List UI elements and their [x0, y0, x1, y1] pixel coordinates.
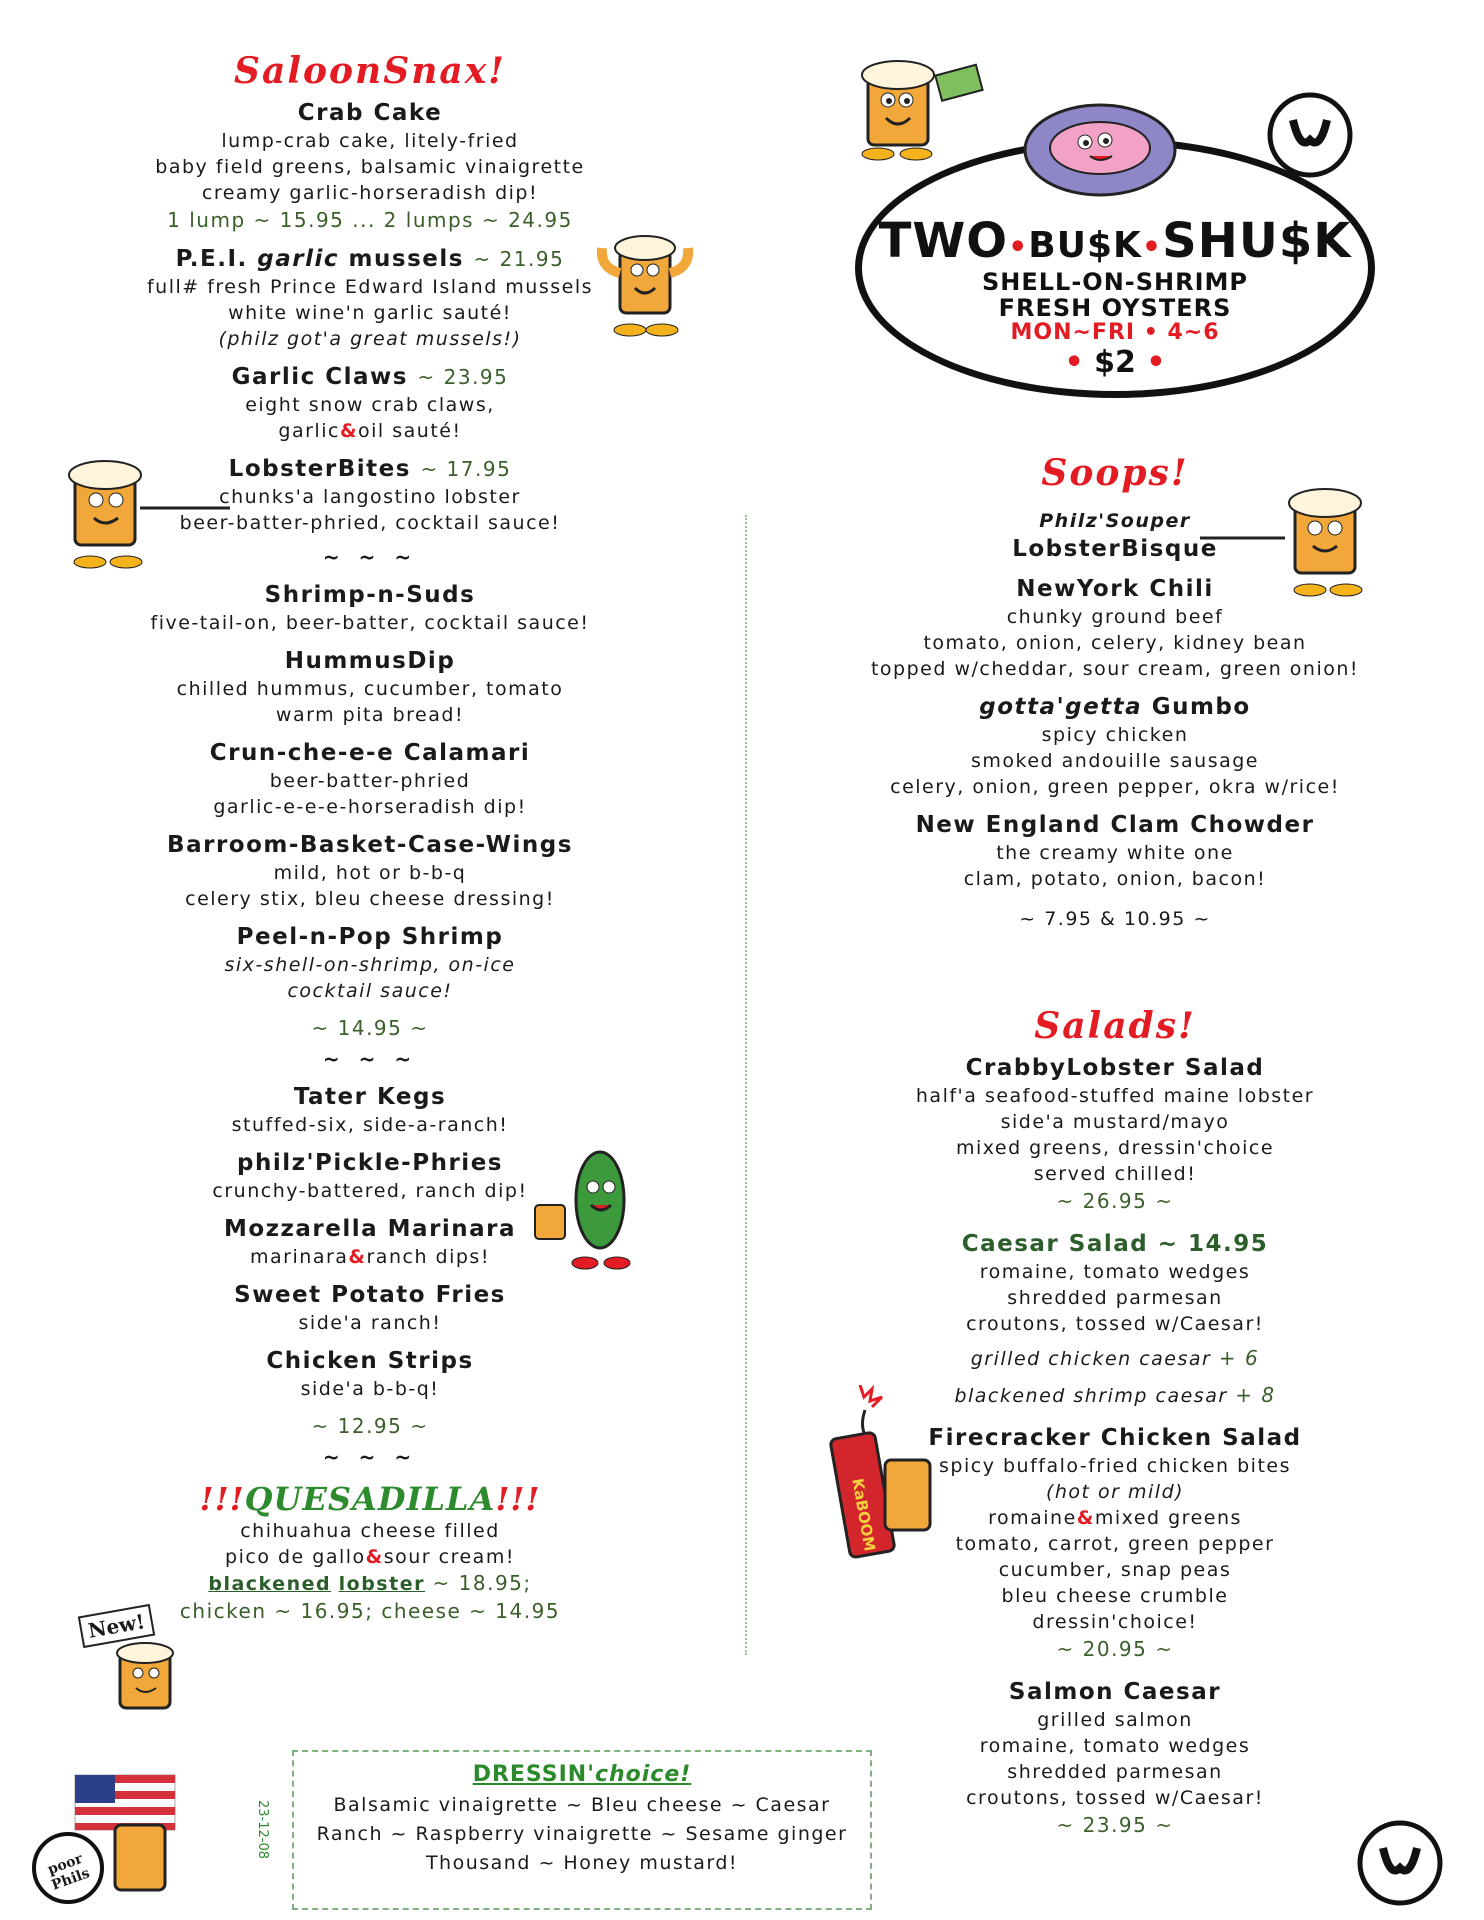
promo-days: MON~FRI • 4~6: [1010, 320, 1220, 345]
new-sign-mascot: [80, 1610, 200, 1720]
item-desc: pico de gallo&sour cream!: [225, 1546, 515, 1568]
item-desc: marinara&ranch dips!: [250, 1246, 490, 1268]
menu-item-sweet-potato: [130, 1280, 610, 1336]
item-desc: cucumber, snap peas: [998, 1559, 1232, 1581]
menu-item-caesar: [855, 1229, 1375, 1409]
item-name: Barroom-Basket-Case-Wings: [167, 832, 573, 858]
promo-line: FRESH OYSTERS: [998, 294, 1232, 322]
beer-mug-mascot-icon: [110, 1638, 190, 1718]
item-price: ~ 17.95: [420, 457, 512, 481]
saloon-snax-title: SaloonSnax!: [234, 50, 506, 92]
item-desc: side'a b-b-q!: [300, 1378, 440, 1400]
item-name: Sweet Potato Fries: [234, 1282, 506, 1308]
soups-column: [855, 452, 1375, 932]
item-desc: warm pita bread!: [275, 704, 465, 726]
item-desc: (philz got'a great mussels!): [218, 328, 522, 350]
item-desc: garlic&oil sauté!: [278, 420, 462, 442]
item-name: Garlic Claws ~ 23.95: [231, 364, 509, 390]
group-price-1: ~ 14.95 ~: [311, 1016, 429, 1040]
item-desc: celery stix, bleu cheese dressing!: [185, 888, 555, 910]
firecracker-mascot: [820, 1385, 940, 1565]
item-desc: romaine&mixed greens: [988, 1507, 1242, 1529]
promo-line: SHELL-ON-SHRIMP: [981, 268, 1248, 296]
item-price: ~ 23.95: [417, 365, 509, 389]
pointing-beer-mascot-icon: [60, 450, 235, 580]
item-name: CrabbyLobster Salad: [965, 1055, 1265, 1081]
item-desc: tomato, onion, celery, kidney bean: [923, 632, 1307, 654]
item-desc: spicy buffalo-fried chicken bites: [939, 1455, 1291, 1477]
item-desc: topped w/cheddar, sour cream, green onion!: [870, 658, 1360, 680]
flexing-beer-mascot-icon: [590, 218, 700, 348]
dressin-line: Thousand ~ Honey mustard!: [425, 1852, 739, 1874]
menu-item-wings: [130, 830, 610, 912]
item-desc: chunks'a langostino lobster: [219, 486, 521, 508]
menu-item-salmon-caesar: [855, 1677, 1375, 1839]
item-desc: eight snow crab claws,: [245, 394, 495, 416]
dressin-title: DRESSIN'choice!: [472, 1762, 692, 1787]
separator: ~ ~ ~: [322, 1445, 418, 1469]
separator: ~ ~ ~: [322, 1047, 418, 1071]
poor-phils-logo-text: poor Phils: [45, 1850, 92, 1894]
item-name: philz'Pickle-Phries: [237, 1150, 503, 1176]
item-name: New England Clam Chowder: [915, 812, 1315, 838]
menu-item-peel-pop: [130, 922, 610, 1004]
menu-item-calamari: [130, 738, 610, 820]
item-desc: croutons, tossed w/Caesar!: [966, 1787, 1264, 1809]
item-desc: mixed greens, dressin'choice: [955, 1137, 1275, 1159]
item-name: P.E.I. garlic mussels ~ 21.95: [175, 246, 565, 272]
item-desc: mild, hot or b-b-q: [273, 862, 467, 884]
column-divider: [745, 515, 747, 1655]
saloon-snax-column: [130, 50, 610, 1635]
menu-item-tater-kegs: [130, 1082, 610, 1138]
item-name: Tater Kegs: [293, 1084, 447, 1110]
oyster-mascot-icon: [1000, 90, 1200, 200]
item-name: LobsterBisque: [1012, 536, 1218, 562]
menu-item-mussels: [130, 244, 610, 352]
menu-item-crabby-lobster: [855, 1053, 1375, 1215]
soups-title: Soops!: [1041, 452, 1189, 494]
item-name: Caesar Salad ~ 14.95: [961, 1231, 1269, 1257]
menu-item-gumbo: [855, 692, 1375, 800]
item-desc: dressin'choice!: [1032, 1611, 1198, 1633]
item-desc: white wine'n garlic sauté!: [228, 302, 512, 324]
item-desc: tomato, carrot, green pepper: [955, 1533, 1275, 1555]
item-desc: side'a mustard/mayo: [1000, 1111, 1230, 1133]
item-desc: baby field greens, balsamic vinaigrette: [155, 156, 585, 178]
promo-title: TWO•BU$K•SHU$K: [878, 213, 1352, 269]
item-desc: beer-batter-phried, cocktail sauce!: [179, 512, 561, 534]
item-desc: five-tail-on, beer-batter, cocktail sauce!: [150, 612, 590, 634]
item-price: ~ 23.95 ~: [1056, 1813, 1174, 1837]
date-code: 23-12-08: [255, 1800, 270, 1860]
menu-item-garlic-claws: [130, 362, 610, 444]
item-desc: chihuahua cheese filled: [240, 1520, 500, 1542]
item-name: gotta'getta Gumbo: [979, 694, 1251, 720]
soups-price: ~ 7.95 & 10.95 ~: [1019, 908, 1211, 930]
item-name: Crab Cake: [297, 100, 443, 126]
item-desc: creamy garlic-horseradish dip!: [201, 182, 539, 204]
item-desc: romaine, tomato wedges: [979, 1735, 1251, 1757]
menu-item-ny-chili: [855, 574, 1375, 682]
group-price-2: ~ 12.95 ~: [311, 1414, 429, 1438]
item-desc: romaine, tomato wedges: [979, 1261, 1251, 1283]
item-price: ~ 20.95 ~: [1056, 1637, 1174, 1661]
item-desc: Philz'Souper: [1039, 510, 1191, 532]
promo-price: • $2 •: [1064, 345, 1166, 380]
item-name: Salmon Caesar: [1008, 1679, 1222, 1705]
item-desc: lump-crab cake, litely-fried: [221, 130, 519, 152]
item-name: Peel-n-Pop Shrimp: [236, 924, 504, 950]
item-desc: blackened lobster ~ 18.95;: [208, 1571, 532, 1595]
item-desc: six-shell-on-shrimp, on-ice: [224, 954, 516, 976]
item-desc: clam, potato, onion, bacon!: [963, 868, 1267, 890]
item-desc: (hot or mild): [1045, 1481, 1185, 1503]
item-desc: bleu cheese crumble: [1001, 1585, 1229, 1607]
phils-logo-icon: [1355, 1818, 1445, 1908]
item-desc: served chilled!: [1033, 1163, 1197, 1185]
item-name: Shrimp-n-Suds: [264, 582, 476, 608]
beer-mug-mascot-icon: [838, 50, 988, 170]
dressin-choice-box: [292, 1750, 872, 1910]
item-price: ~ 21.95: [473, 247, 565, 271]
item-name: Mozzarella Marinara: [223, 1216, 517, 1242]
salads-title: Salads!: [1034, 1005, 1196, 1047]
menu-item-crab-cake: [130, 98, 610, 234]
item-desc: shredded parmesan: [1007, 1761, 1223, 1783]
quesadilla-title: !!!QUESADILLA!!!: [199, 1480, 541, 1518]
item-desc: spicy chicken: [1041, 724, 1189, 746]
menu-item-hummus: [130, 646, 610, 728]
item-desc: side'a ranch!: [298, 1312, 442, 1334]
item-desc: crunchy-battered, ranch dip!: [212, 1180, 528, 1202]
item-price: ~ 26.95 ~: [1056, 1189, 1174, 1213]
item-desc: chilled hummus, cucumber, tomato: [176, 678, 564, 700]
item-desc: stuffed-six, side-a-ranch!: [231, 1114, 509, 1136]
item-desc: celery, onion, green pepper, okra w/rice!: [890, 776, 1340, 798]
menu-item-chicken-strips: [130, 1346, 610, 1402]
item-desc: beer-batter-phried: [269, 770, 471, 792]
item-name: NewYork Chili: [1016, 576, 1214, 602]
dressin-line: Ranch ~ Raspberry vinaigrette ~ Sesame ginger: [316, 1823, 848, 1845]
item-desc: croutons, tossed w/Caesar!: [966, 1313, 1264, 1335]
item-name: HummusDip: [284, 648, 456, 674]
item-name: Firecracker Chicken Salad: [928, 1425, 1302, 1451]
item-desc: grilled salmon: [1037, 1709, 1193, 1731]
item-name: Crun-che-e-e Calamari: [209, 740, 531, 766]
dressin-line: Balsamic vinaigrette ~ Bleu cheese ~ Caesar: [333, 1794, 831, 1816]
kaboom-label: KaBOOM: [848, 1477, 879, 1553]
item-desc: half'a seafood-stuffed maine lobster: [915, 1085, 1315, 1107]
item-desc: chunky ground beef: [1006, 606, 1224, 628]
menu-item-shrimp-suds: [130, 580, 610, 636]
item-desc: garlic-e-e-e-horseradish dip!: [213, 796, 527, 818]
flag-logo-mascot: [30, 1770, 200, 1910]
item-desc: the creamy white one: [996, 842, 1234, 864]
item-desc: shredded parmesan: [1007, 1287, 1223, 1309]
item-name: LobsterBites ~ 17.95: [228, 456, 512, 482]
firecracker-icon: [820, 1385, 940, 1565]
menu-item-quesadilla: [130, 1480, 610, 1625]
item-desc: full# fresh Prince Edward Island mussels: [146, 276, 594, 298]
item-addon: grilled chicken caesar + 6: [970, 1346, 1260, 1370]
item-price: chicken ~ 16.95; cheese ~ 14.95: [179, 1599, 561, 1623]
pickle-mascot-icon: [525, 1145, 650, 1275]
separator: ~ ~ ~: [322, 545, 418, 569]
item-name: Chicken Strips: [266, 1348, 474, 1374]
item-desc: smoked andouille sausage: [970, 750, 1259, 772]
item-desc: cocktail sauce!: [287, 980, 453, 1002]
item-price: 1 lump ~ 15.95 ... 2 lumps ~ 24.95: [167, 208, 573, 232]
new-sign-label: New!: [78, 1604, 155, 1648]
menu-item-lobster-bisque: [855, 508, 1375, 564]
phils-logo-icon: [1265, 90, 1355, 180]
item-addon: blackened shrimp caesar + 8: [954, 1383, 1276, 1407]
menu-item-clam-chowder: [855, 810, 1375, 892]
